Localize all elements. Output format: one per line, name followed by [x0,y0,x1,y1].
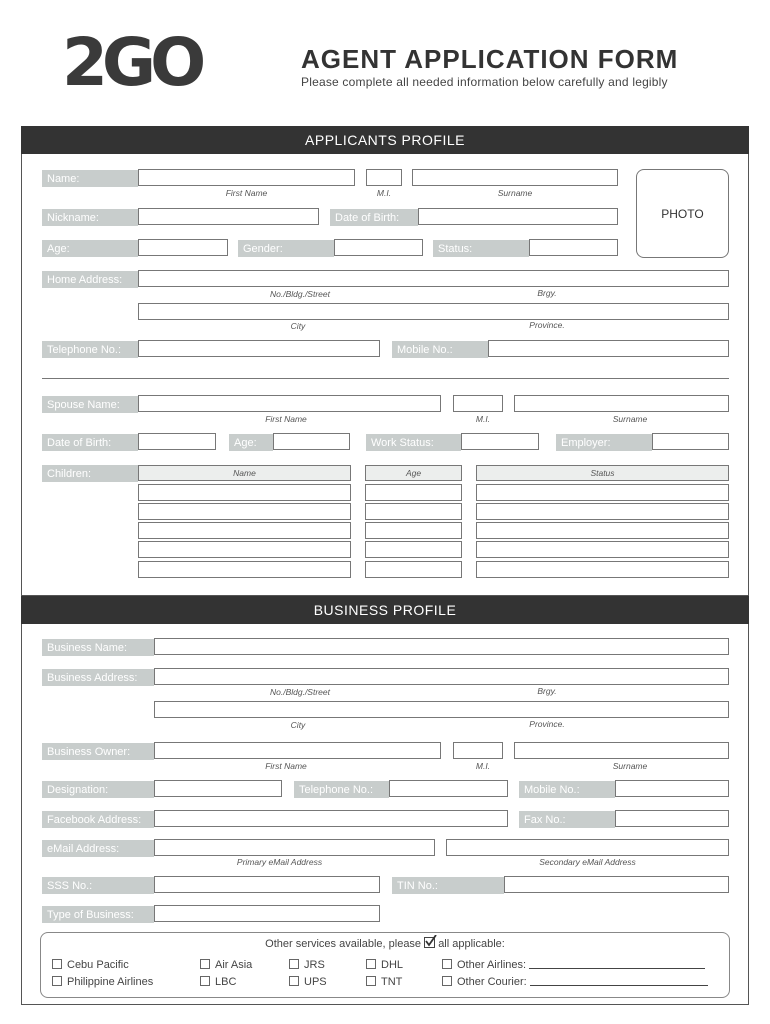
fax-field[interactable] [615,810,729,827]
child-5-name-field[interactable] [138,561,351,578]
mi-caption: M.I. [376,188,392,198]
owner-surname-field[interactable] [514,742,729,759]
telephone-label: Telephone No.: [42,341,138,358]
spouse-dob-field[interactable] [138,433,216,450]
spouse-first-name-caption: First Name [265,414,307,424]
primary-email-field[interactable] [154,839,435,856]
checkbox-icon[interactable] [52,959,62,969]
mobile-label: Mobile No.: [392,341,488,358]
checkbox-icon[interactable] [289,976,299,986]
child-4-name-field[interactable] [138,541,351,558]
service-other-courier[interactable] [442,976,708,988]
business-telephone-field[interactable] [389,780,508,797]
business-profile-heading: BUSINESS PROFILE [21,596,749,624]
gender-label: Gender: [238,240,334,257]
other-courier-line[interactable] [530,976,708,986]
checkbox-icon[interactable] [366,976,376,986]
province-caption: Province. [529,320,565,330]
photo-box[interactable]: PHOTO [636,169,729,258]
mi-field[interactable] [366,169,402,186]
service-label: DHL [381,959,404,971]
sss-field[interactable] [154,876,380,893]
business-address-label: Business Address: [42,669,154,686]
service-label: Philippine Airlines [67,976,154,988]
services-instruction-before: Other services available, please [265,938,422,950]
service-jrs[interactable] [289,959,325,971]
service-label: JRS [304,959,325,971]
status-field[interactable] [529,239,618,256]
services-instruction [40,937,730,950]
checkbox-icon[interactable] [366,959,376,969]
secondary-email-field[interactable] [446,839,729,856]
home-address-street-field[interactable] [138,270,729,287]
service-ups[interactable] [289,976,327,988]
date-of-birth-field[interactable] [418,208,618,225]
spouse-mi-field[interactable] [453,395,503,412]
children-status-header: Status [476,465,729,481]
business-street-caption: No./Bldg./Street [269,687,330,697]
age-field[interactable] [138,239,228,256]
service-philippine-airlines[interactable] [52,976,153,988]
owner-surname-caption: Surname [612,761,648,771]
service-lbc[interactable] [200,976,236,988]
spouse-age-label: Age: [229,434,273,451]
service-label: Other Courier: [457,976,527,988]
child-5-age-field[interactable] [365,561,462,578]
date-of-birth-label: Date of Birth: [330,209,418,226]
service-other-airlines[interactable] [442,959,705,971]
other-airlines-line[interactable] [529,959,705,969]
form-subtitle: Please complete all needed information below carefully and legibly [301,75,668,89]
employer-label: Employer: [556,434,652,451]
children-age-header: Age [365,465,462,481]
spouse-surname-caption: Surname [612,414,648,424]
owner-mi-caption: M.I. [475,761,491,771]
type-of-business-field[interactable] [154,905,380,922]
children-label: Children: [42,465,138,482]
business-address-city-field[interactable] [154,701,729,718]
child-3-status-field[interactable] [476,522,729,539]
type-of-business-label: Type of Business: [42,906,154,923]
business-province-caption: Province. [529,719,565,729]
spouse-name-label: Spouse Name: [42,396,138,413]
spouse-dob-label: Date of Birth: [42,434,138,451]
service-label: UPS [304,976,327,988]
service-dhl[interactable] [366,959,403,971]
child-4-age-field[interactable] [365,541,462,558]
checkbox-icon[interactable] [200,959,210,969]
service-tnt[interactable] [366,976,402,988]
home-address-label: Home Address: [42,271,138,288]
service-air-asia[interactable] [200,959,252,971]
owner-first-name-field[interactable] [154,742,441,759]
tin-label: TIN No.: [392,877,504,894]
street-caption: No./Bldg./Street [269,289,330,299]
service-label: LBC [215,976,237,988]
mobile-field[interactable] [488,340,729,357]
company-logo: 2GO [62,24,201,101]
business-brgy-caption: Brgy. [537,686,557,696]
checkbox-icon[interactable] [52,976,62,986]
business-address-street-field[interactable] [154,668,729,685]
child-1-age-field[interactable] [365,484,462,501]
owner-first-name-caption: First Name [265,761,307,771]
first-name-field[interactable] [138,169,355,186]
secondary-email-caption: Secondary eMail Address [539,857,636,867]
facebook-label: Facebook Address: [42,811,154,828]
form-title: AGENT APPLICATION FORM [301,44,679,74]
checkbox-icon[interactable] [442,959,452,969]
brgy-caption: Brgy. [537,288,557,298]
child-3-name-field[interactable] [138,522,351,539]
service-label: TNT [381,976,403,988]
business-city-caption: City [290,720,306,730]
work-status-label: Work Status: [366,434,461,451]
telephone-field[interactable] [138,340,380,357]
service-cebu-pacific[interactable] [52,959,129,971]
business-mobile-label: Mobile No.: [519,781,615,798]
checkbox-icon[interactable] [289,959,299,969]
spouse-mi-caption: M.I. [475,414,491,424]
child-1-status-field[interactable] [476,484,729,501]
surname-caption: Surname [497,188,533,198]
child-5-status-field[interactable] [476,561,729,578]
tin-field[interactable] [504,876,729,893]
service-label: Air Asia [215,959,253,971]
checkbox-icon[interactable] [442,976,452,986]
child-3-age-field[interactable] [365,522,462,539]
employer-field[interactable] [652,433,729,450]
status-label: Status: [433,240,529,257]
child-2-age-field[interactable] [365,503,462,520]
checkbox-icon[interactable] [200,976,210,986]
city-caption: City [290,321,306,331]
business-mobile-field[interactable] [615,780,729,797]
business-name-field[interactable] [154,638,729,655]
work-status-field[interactable] [461,433,539,450]
sss-label: SSS No.: [42,877,154,894]
nickname-label: Nickname: [42,209,138,226]
section-divider [42,378,729,379]
age-label: Age: [42,240,138,257]
business-owner-label: Business Owner: [42,743,154,760]
spouse-first-name-field[interactable] [138,395,441,412]
home-address-city-field[interactable] [138,303,729,320]
business-telephone-label: Telephone No.: [294,781,389,798]
child-4-status-field[interactable] [476,541,729,558]
business-name-label: Business Name: [42,639,154,656]
children-name-header: Name [138,465,351,481]
child-2-status-field[interactable] [476,503,729,520]
child-1-name-field[interactable] [138,484,351,501]
checkmark-icon [424,937,435,948]
child-2-name-field[interactable] [138,503,351,520]
spouse-age-field[interactable] [273,433,350,450]
service-label: Cebu Pacific [67,959,129,971]
primary-email-caption: Primary eMail Address [236,857,323,867]
fax-label: Fax No.: [519,811,615,828]
surname-field[interactable] [412,169,618,186]
applicants-profile-heading: APPLICANTS PROFILE [21,126,749,154]
designation-label: Designation: [42,781,154,798]
services-instruction-after: all applicable: [438,938,505,950]
name-label: Name: [42,170,138,187]
nickname-field[interactable] [138,208,319,225]
owner-mi-field[interactable] [453,742,503,759]
spouse-surname-field[interactable] [514,395,729,412]
designation-field[interactable] [154,780,282,797]
facebook-field[interactable] [154,810,508,827]
email-label: eMail Address: [42,840,154,857]
gender-field[interactable] [334,239,423,256]
service-label: Other Airlines: [457,959,527,971]
first-name-caption: First Name [225,188,268,198]
